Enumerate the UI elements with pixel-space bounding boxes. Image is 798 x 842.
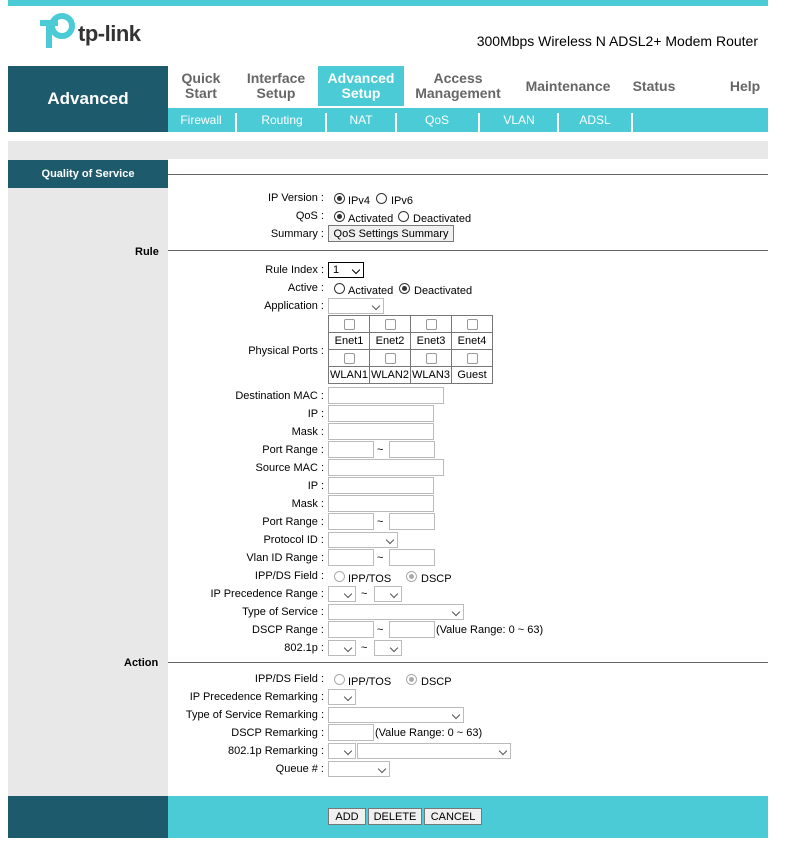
destination-mac-label: Destination MAC :	[235, 390, 324, 402]
action-ipp-tos-label: IPP/TOS	[348, 676, 392, 688]
dest-mask-input[interactable]	[328, 423, 434, 440]
dest-ip-input[interactable]	[328, 405, 434, 422]
dest-ip-label: IP :	[307, 408, 324, 420]
ipv4-radio[interactable]	[334, 193, 345, 204]
rule-ipp-tos-radio[interactable]	[334, 571, 345, 582]
delete-button[interactable]: DELETE	[368, 808, 422, 825]
destination-mac-input[interactable]	[328, 387, 444, 404]
port-label: Enet3	[411, 333, 452, 350]
dscp-remarking-input[interactable]	[328, 724, 374, 741]
rule-index-label: Rule Index :	[265, 264, 324, 276]
dot1p-remarking-label: 802.1p Remarking :	[228, 745, 324, 757]
ip-version-label: IP Version :	[267, 192, 324, 204]
port-label: Guest	[452, 367, 493, 384]
rule-ipp-ds-field-label: IPP/DS Field :	[254, 570, 324, 582]
nav-quick-start[interactable]: Quick Start	[181, 70, 221, 101]
rule-dscp-label: DSCP	[421, 573, 452, 585]
source-mac-label: Source MAC :	[255, 462, 324, 474]
rule-activated-label: Activated	[348, 285, 394, 297]
add-button[interactable]: ADD	[328, 808, 366, 825]
range-separator: ~	[377, 552, 384, 564]
port-checkbox-wlan1[interactable]	[329, 350, 370, 367]
nav-advanced-setup[interactable]: Advanced Setup	[318, 66, 404, 106]
source-port-start-input[interactable]	[328, 513, 374, 530]
action-ipp-ds-field-label: IPP/DS Field :	[254, 673, 324, 685]
type-of-service-remarking-select[interactable]	[328, 707, 464, 723]
source-mask-input[interactable]	[328, 495, 434, 512]
source-mask-label: Mask :	[291, 498, 324, 510]
dscp-remarking-label: DSCP Remarking :	[231, 727, 324, 739]
rule-section-title: Rule	[135, 246, 159, 258]
dot1p-start-select[interactable]	[328, 640, 356, 656]
dscp-range-label: DSCP Range :	[252, 624, 324, 636]
dest-port-range-label: Port Range :	[262, 444, 324, 456]
top-accent-bar	[8, 0, 768, 6]
ip-precedence-range-label: IP Precedence Range :	[210, 588, 324, 600]
nav-help[interactable]: Help	[729, 77, 761, 94]
queue-select[interactable]	[328, 761, 390, 777]
action-divider	[168, 662, 768, 663]
qos-deactivated-label: Deactivated	[413, 213, 472, 225]
dest-port-start-input[interactable]	[328, 441, 374, 458]
qos-settings-summary-button[interactable]: QoS Settings Summary	[328, 225, 454, 242]
vlan-id-end-input[interactable]	[389, 549, 435, 566]
port-checkbox-wlan2[interactable]	[370, 350, 411, 367]
port-label: Enet2	[370, 333, 411, 350]
application-label: Application :	[264, 300, 324, 312]
subnav-divider	[395, 113, 397, 132]
subnav-firewall[interactable]: Firewall	[180, 113, 222, 127]
ip-precedence-remarking-label: IP Precedence Remarking :	[189, 691, 324, 703]
subnav-adsl[interactable]: ADSL	[579, 113, 611, 127]
physical-ports-label: Physical Ports :	[248, 345, 324, 357]
port-label: WLAN2	[370, 367, 411, 384]
ipv6-radio[interactable]	[376, 193, 387, 204]
subnav-divider	[631, 113, 633, 132]
tp-link-logo-icon	[36, 12, 76, 52]
dot1p-label: 802.1p :	[284, 642, 324, 654]
header-spacer-bar	[8, 141, 768, 159]
range-separator: ~	[377, 516, 384, 528]
dot1p-remarking-detail-select[interactable]	[357, 743, 511, 759]
dscp-range-hint: (Value Range: 0 ~ 63)	[436, 624, 544, 636]
port-label: WLAN1	[329, 367, 370, 384]
action-dscp-label: DSCP	[421, 676, 452, 688]
source-port-end-input[interactable]	[389, 513, 435, 530]
vlan-id-start-input[interactable]	[328, 549, 374, 566]
dscp-range-start-input[interactable]	[328, 621, 374, 638]
port-checkbox-wlan3[interactable]	[411, 350, 452, 367]
dest-mask-label: Mask :	[291, 426, 324, 438]
subnav-vlan[interactable]: VLAN	[503, 113, 535, 127]
main-nav	[168, 66, 768, 106]
section-divider	[168, 174, 768, 175]
subnav-divider	[325, 113, 327, 132]
source-ip-label: IP :	[307, 480, 324, 492]
subnav-qos[interactable]: QoS	[424, 113, 449, 127]
section-title: Quality of Service	[8, 160, 168, 188]
port-checkbox-enet1[interactable]	[329, 316, 370, 333]
nav-interface-setup[interactable]: Interface Setup	[246, 70, 306, 101]
action-ipp-tos-radio[interactable]	[334, 674, 345, 685]
dot1p-remarking-select[interactable]	[328, 743, 356, 759]
type-of-service-select[interactable]	[328, 604, 464, 620]
qos-activated-label: Activated	[348, 213, 394, 225]
active-label: Active :	[287, 282, 324, 294]
dscp-range-end-input[interactable]	[389, 621, 435, 638]
tp-link-logo	[36, 12, 176, 52]
rule-deactivated-label: Deactivated	[414, 285, 473, 297]
footer-left	[8, 796, 168, 838]
rule-index-select[interactable]: 1	[328, 262, 364, 278]
rule-ipp-tos-label: IPP/TOS	[348, 573, 392, 585]
physical-ports-table	[328, 315, 493, 384]
action-section-title: Action	[124, 657, 159, 669]
source-ip-input[interactable]	[328, 477, 434, 494]
rule-dscp-radio[interactable]	[406, 571, 417, 582]
port-checkbox-enet4[interactable]	[452, 316, 493, 333]
dest-port-end-input[interactable]	[389, 441, 435, 458]
type-of-service-label: Type of Service :	[242, 606, 324, 618]
subnav-routing[interactable]: Routing	[261, 113, 303, 127]
nav-maintenance[interactable]: Maintenance	[525, 77, 611, 94]
rule-deactivated-radio[interactable]	[399, 283, 410, 294]
product-name: 300Mbps Wireless N ADSL2+ Modem Router	[476, 33, 758, 49]
subnav-divider	[235, 113, 237, 132]
port-label: Enet4	[452, 333, 493, 350]
protocol-id-select[interactable]	[328, 532, 398, 548]
vlan-id-range-label: Vlan ID Range :	[246, 552, 324, 564]
dot1p-end-select[interactable]	[374, 640, 402, 656]
application-select[interactable]	[328, 298, 384, 314]
ip-precedence-remarking-select[interactable]	[328, 689, 356, 705]
sidebar-title: Advanced	[8, 66, 168, 132]
ip-precedence-end-select[interactable]	[374, 586, 402, 602]
range-separator: ~	[361, 588, 368, 600]
summary-label: Summary :	[270, 228, 324, 240]
port-checkbox-enet3[interactable]	[411, 316, 452, 333]
source-mac-input[interactable]	[328, 459, 444, 476]
port-label: Enet1	[329, 333, 370, 350]
queue-label: Queue # :	[275, 763, 324, 775]
rule-activated-radio[interactable]	[334, 283, 345, 294]
rule-divider	[168, 250, 768, 251]
range-separator: ~	[377, 444, 384, 456]
source-port-range-label: Port Range :	[262, 516, 324, 528]
range-separator: ~	[377, 624, 384, 636]
nav-access-management[interactable]: Access Management	[415, 70, 501, 101]
range-separator: ~	[361, 642, 368, 654]
port-checkbox-enet2[interactable]	[370, 316, 411, 333]
action-dscp-radio[interactable]	[406, 674, 417, 685]
cancel-button[interactable]: CANCEL	[424, 808, 482, 825]
type-of-service-remarking-label: Type of Service Remarking :	[185, 709, 324, 721]
brand-name: tp-link	[78, 21, 141, 46]
ip-precedence-start-select[interactable]	[328, 586, 356, 602]
subnav-divider	[478, 113, 480, 132]
port-label: WLAN3	[411, 367, 452, 384]
ipv4-label: IPv4	[348, 195, 371, 207]
qos-activated-radio[interactable]	[334, 211, 345, 222]
dscp-remarking-hint: (Value Range: 0 ~ 63)	[375, 727, 483, 739]
qos-deactivated-radio[interactable]	[398, 211, 409, 222]
subnav-divider	[557, 113, 559, 132]
subnav-nat[interactable]: NAT	[349, 113, 373, 127]
qos-label: QoS :	[295, 210, 324, 222]
port-checkbox-guest[interactable]	[452, 350, 493, 367]
nav-status[interactable]: Status	[632, 77, 676, 94]
protocol-id-label: Protocol ID :	[263, 534, 324, 546]
sub-nav	[168, 108, 768, 132]
ipv6-label: IPv6	[391, 195, 414, 207]
